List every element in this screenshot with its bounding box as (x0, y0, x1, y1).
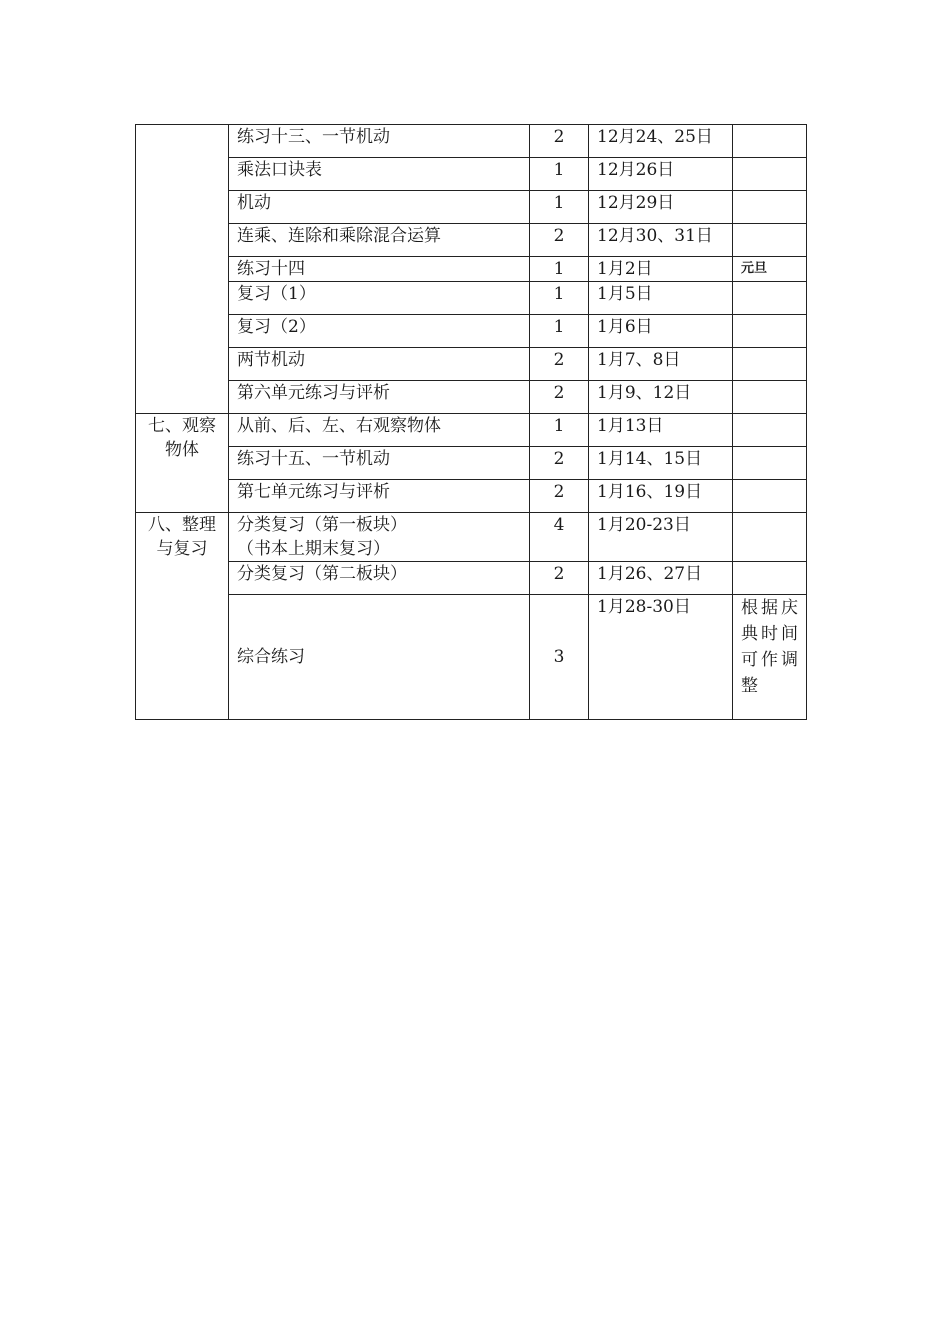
table-row (136, 257, 807, 282)
date-cell: 1月26、27日 (589, 562, 733, 595)
note-cell (733, 158, 807, 191)
hours-cell: 1 (530, 257, 589, 282)
note-cell (733, 315, 807, 348)
topic-line: （书本上期末复习） (237, 539, 390, 559)
table-row (136, 191, 807, 224)
note-cell (733, 595, 807, 720)
date-cell: 12月24、25日 (589, 125, 733, 158)
unit-cell (136, 125, 229, 414)
topic-cell: 第七单元练习与评析 (229, 480, 530, 513)
table-row (136, 158, 807, 191)
topic-line: 分类复习（第一板块） (237, 515, 407, 535)
hours-cell: 1 (530, 414, 589, 447)
date-cell: 12月29日 (589, 191, 733, 224)
date-cell: 1月20-23日 (589, 513, 733, 562)
topic-cell: 第六单元练习与评析 (229, 381, 530, 414)
table-row (136, 125, 807, 158)
hours-cell: 1 (530, 315, 589, 348)
date-cell: 1月5日 (589, 282, 733, 315)
topic-cell: 练习十五、一节机动 (229, 447, 530, 480)
table-row (136, 414, 807, 447)
note-cell (733, 191, 807, 224)
date-cell: 1月6日 (589, 315, 733, 348)
note-cell (733, 447, 807, 480)
table-row (136, 282, 807, 315)
note-cell: 元旦 (733, 257, 807, 282)
table-row (136, 480, 807, 513)
topic-cell: 综合练习 (229, 595, 530, 720)
note-cell (733, 414, 807, 447)
schedule-table (135, 124, 807, 720)
hours-cell: 3 (530, 595, 589, 720)
hours-cell: 1 (530, 158, 589, 191)
table-row (136, 381, 807, 414)
note-cell (733, 562, 807, 595)
hours-cell: 2 (530, 224, 589, 257)
hours-cell: 1 (530, 282, 589, 315)
unit-cell: 八、整理与复习 (136, 513, 229, 720)
topic-cell: 连乘、连除和乘除混合运算 (229, 224, 530, 257)
date-cell: 1月28-30日 (589, 595, 733, 720)
note-text: 根据庆典时间可作调整 (741, 598, 798, 696)
hours-cell: 1 (530, 191, 589, 224)
hours-cell: 2 (530, 348, 589, 381)
hours-cell: 2 (530, 480, 589, 513)
table-row (136, 562, 807, 595)
topic-cell: 分类复习（第二板块） (229, 562, 530, 595)
date-cell: 1月2日 (589, 257, 733, 282)
hours-cell: 4 (530, 513, 589, 562)
note-cell (733, 348, 807, 381)
date-cell: 1月13日 (589, 414, 733, 447)
hours-cell: 2 (530, 381, 589, 414)
hours-cell: 2 (530, 562, 589, 595)
unit-cell: 七、观察物体 (136, 414, 229, 513)
topic-cell: 乘法口诀表 (229, 158, 530, 191)
topic-cell: 练习十三、一节机动 (229, 125, 530, 158)
date-cell: 1月14、15日 (589, 447, 733, 480)
table-row (136, 447, 807, 480)
topic-cell: 从前、后、左、右观察物体 (229, 414, 530, 447)
note-cell (733, 125, 807, 158)
hours-cell: 2 (530, 447, 589, 480)
note-cell (733, 480, 807, 513)
note-cell (733, 282, 807, 315)
table-row (136, 315, 807, 348)
table-row (136, 348, 807, 381)
topic-cell: 两节机动 (229, 348, 530, 381)
date-cell: 1月9、12日 (589, 381, 733, 414)
topic-cell: 练习十四 (229, 257, 530, 282)
note-cell (733, 224, 807, 257)
topic-cell: 机动 (229, 191, 530, 224)
table-row (136, 513, 807, 562)
note-cell (733, 513, 807, 562)
topic-cell: 复习（2） (229, 315, 530, 348)
date-cell: 1月7、8日 (589, 348, 733, 381)
topic-cell (229, 513, 530, 562)
date-cell: 1月16、19日 (589, 480, 733, 513)
note-cell (733, 381, 807, 414)
date-cell: 12月30、31日 (589, 224, 733, 257)
table-row (136, 595, 807, 720)
topic-cell: 复习（1） (229, 282, 530, 315)
date-cell: 12月26日 (589, 158, 733, 191)
table-row (136, 224, 807, 257)
hours-cell: 2 (530, 125, 589, 158)
